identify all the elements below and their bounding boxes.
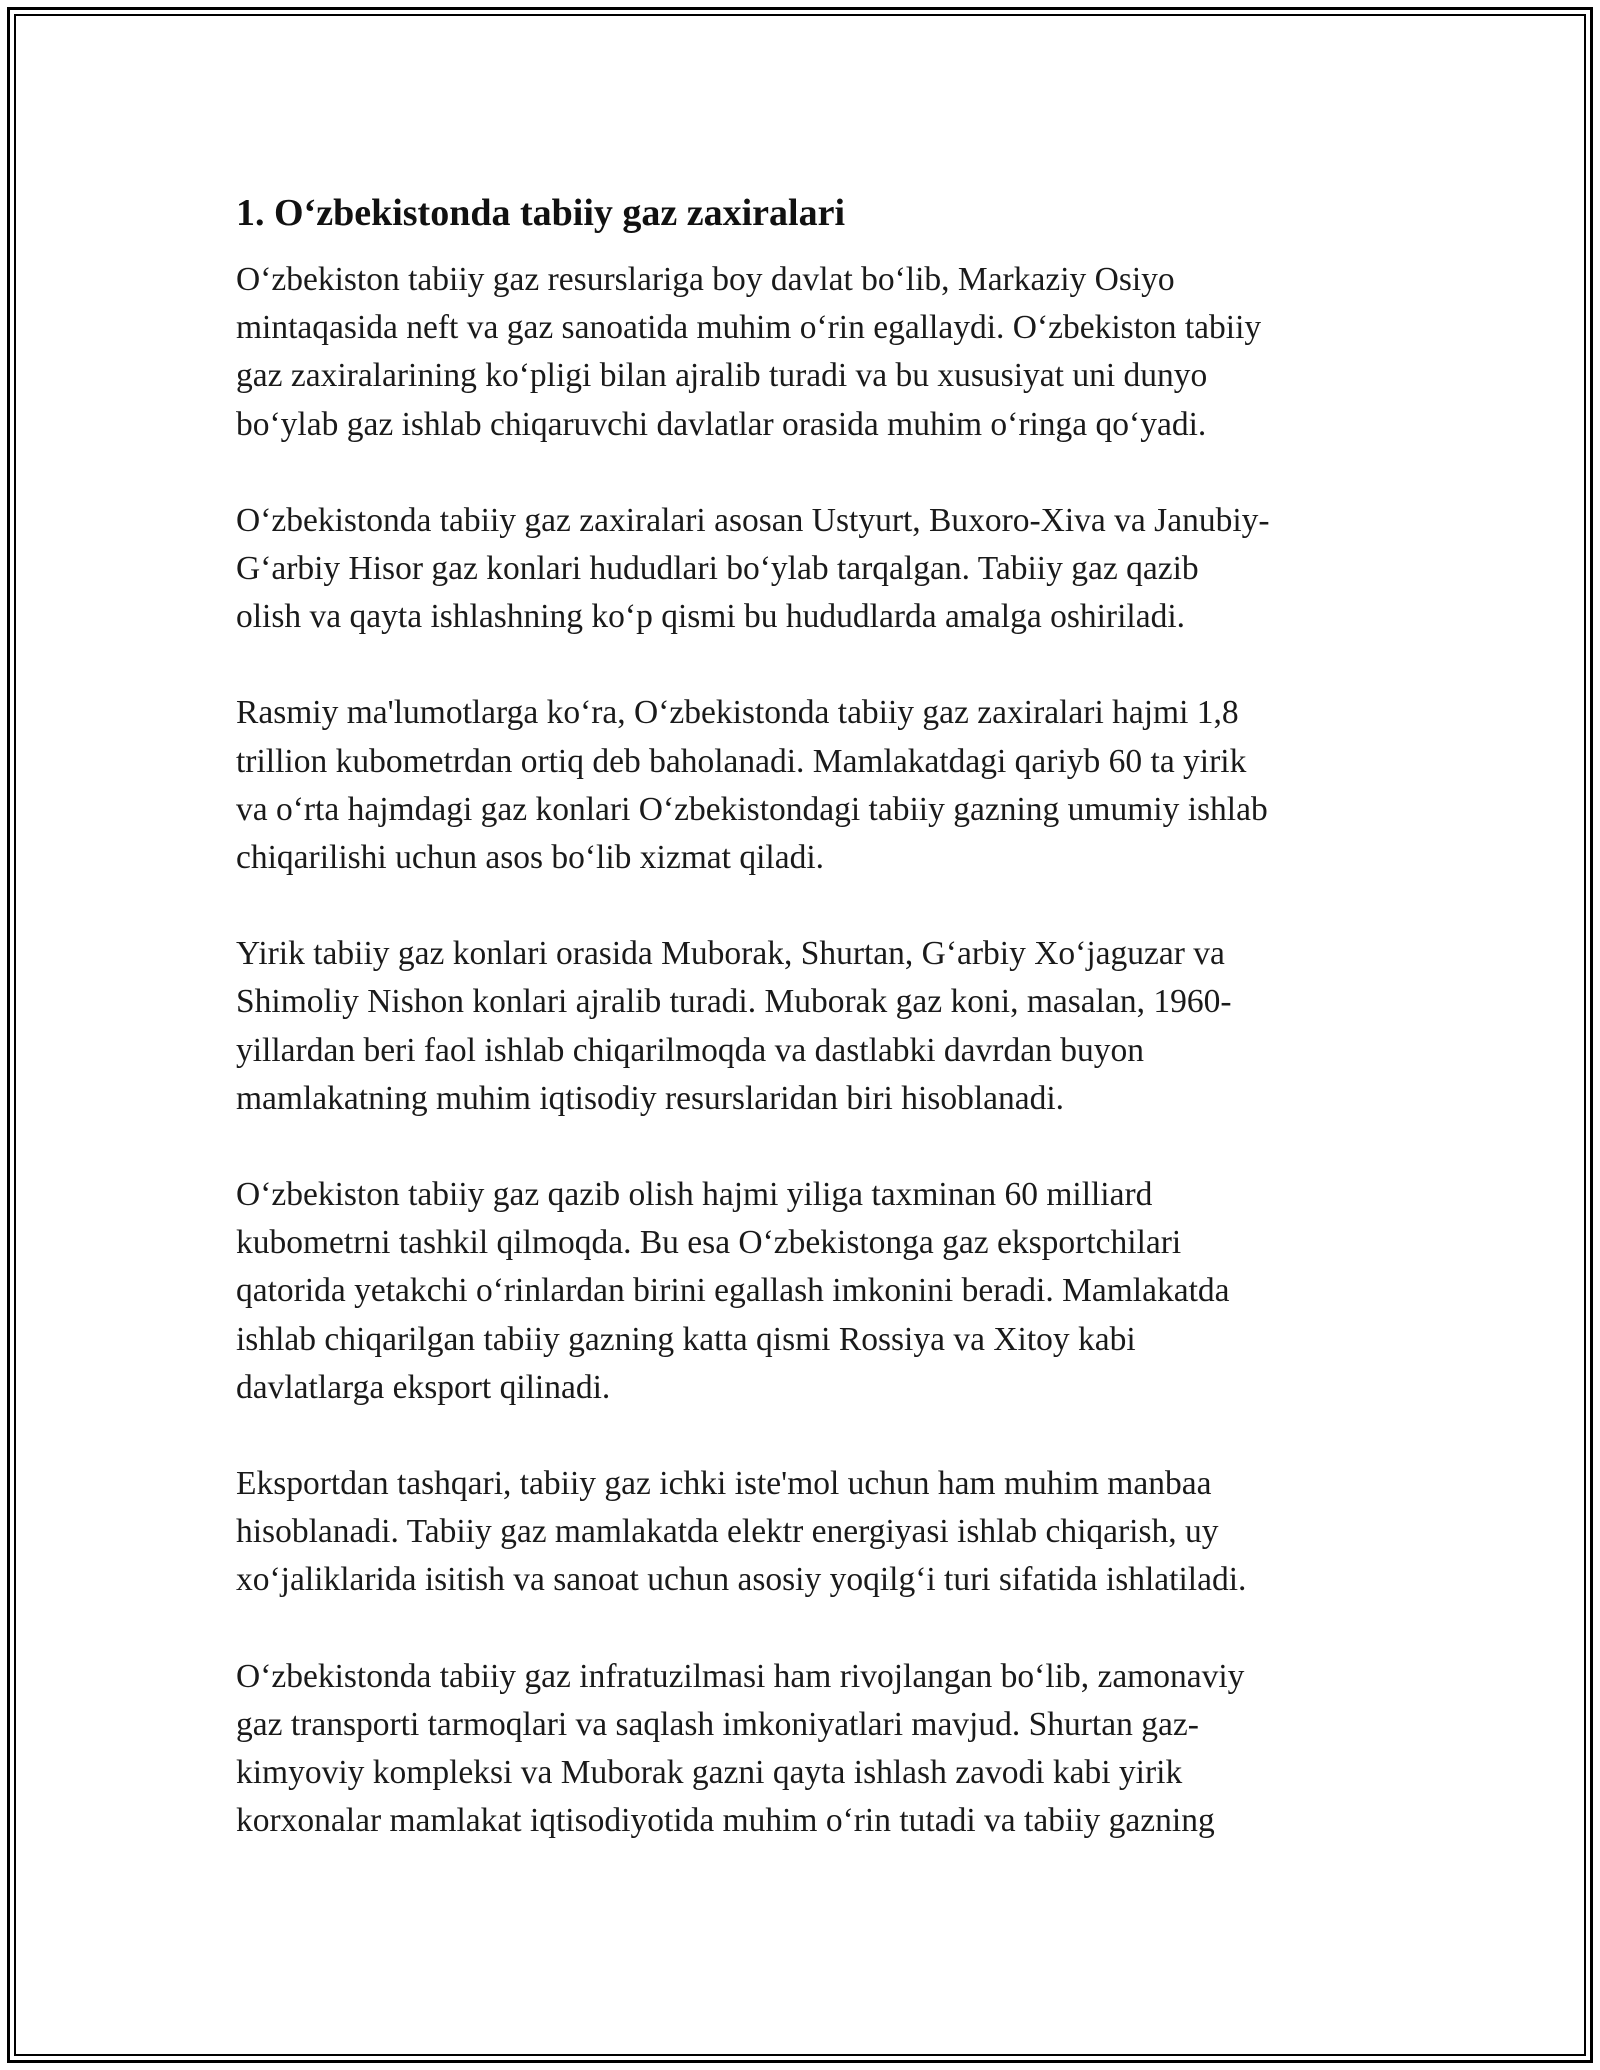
paragraph-line: O‘zbekistonda tabiiy gaz infratuzilmasi ham rivojlangan bo‘lib, zamonaviy: [236, 1657, 1245, 1695]
paragraph-line: qatorida yetakchi o‘rinlardan birini egallash imkonini beradi. Mamlakatda: [236, 1272, 1230, 1310]
paragraph-line: chiqarilishi uchun asos bo‘lib xizmat qiladi.: [236, 839, 825, 877]
paragraph-line: mamlakatning muhim iqtisodiy resurslaridan biri hisoblanadi.: [236, 1079, 1065, 1117]
paragraph-line: O‘zbekiston tabiiy gaz qazib olish hajmi yiliga taxminan 60 milliard: [236, 1176, 1153, 1214]
paragraph-line: kimyoviy kompleksi va Muborak gazni qayta ishlash zavodi kabi yirik: [236, 1754, 1183, 1792]
paragraph: [236, 1171, 1376, 1412]
paragraph-line: davlatlarga eksport qilinadi.: [236, 1368, 611, 1406]
paragraph: [236, 1460, 1376, 1605]
paragraph-line: olish va qayta ishlashning ko‘p qismi bu hududlarda amalga oshiriladi.: [236, 598, 1186, 636]
document-body: [236, 188, 1376, 1893]
paragraph-line: Yirik tabiiy gaz konlari orasida Muborak, Shurtan, G‘arbiy Xo‘jaguzar va: [236, 935, 1225, 973]
paragraph-line: bo‘ylab gaz ishlab chiqaruvchi davlatlar orasida muhim o‘ringa qo‘yadi.: [236, 405, 1207, 443]
paragraph: [236, 497, 1376, 642]
paragraph-line: kubometrni tashkil qilmoqda. Bu esa O‘zbekistonga gaz eksportchilari: [236, 1224, 1182, 1262]
paragraph-line: ishlab chiqarilgan tabiiy gazning katta qismi Rossiya va Xitoy kabi: [236, 1320, 1136, 1358]
paragraph-list: [236, 256, 1376, 1845]
paragraph: [236, 689, 1376, 882]
paragraph-line: Eksportdan tashqari, tabiiy gaz ichki iste'mol uchun ham muhim manbaa: [236, 1465, 1212, 1503]
paragraph: [236, 256, 1376, 449]
paragraph-line: korxonalar mamlakat iqtisodiyotida muhim o‘rin tutadi va tabiiy gazning: [236, 1802, 1215, 1840]
paragraph-line: Rasmiy ma'lumotlarga ko‘ra, O‘zbekistonda tabiiy gaz zaxiralari hajmi 1,8: [236, 694, 1239, 732]
paragraph-line: G‘arbiy Hisor gaz konlari hududlari bo‘ylab tarqalgan. Tabiiy gaz qazib: [236, 550, 1199, 588]
paragraph-line: yillardan beri faol ishlab chiqarilmoqda va dastlabki davrdan buyon: [236, 1031, 1144, 1069]
paragraph-line: gaz transporti tarmoqlari va saqlash imkoniyatlari mavjud. Shurtan gaz-: [236, 1705, 1199, 1743]
paragraph-line: Shimoliy Nishon konlari ajralib turadi. Muborak gaz koni, masalan, 1960-: [236, 983, 1232, 1021]
paragraph-line: O‘zbekiston tabiiy gaz resurslariga boy davlat bo‘lib, Markaziy Osiyo: [236, 261, 1175, 298]
section-heading: 1. O‘zbekistonda tabiiy gaz zaxiralari: [236, 192, 846, 234]
paragraph-line: va o‘rta hajmdagi gaz konlari O‘zbekistondagi tabiiy gazning umumiy ishlab: [236, 790, 1268, 828]
paragraph-line: gaz zaxiralarining ko‘pligi bilan ajralib turadi va bu xususiyat uni dunyo: [236, 357, 1208, 395]
paragraph-line: xo‘jaliklarida isitish va sanoat uchun asosiy yoqilg‘i turi sifatida ishlatiladi.: [236, 1561, 1247, 1599]
paragraph-line: trillion kubometrdan ortiq deb baholanadi. Mamlakatdagi qariyb 60 ta yirik: [236, 742, 1247, 780]
paragraph-line: O‘zbekistonda tabiiy gaz zaxiralari asosan Ustyurt, Buxoro-Xiva va Janubiy-: [236, 501, 1270, 539]
paragraph: [236, 930, 1376, 1123]
paragraph-line: mintaqasida neft va gaz sanoatida muhim o‘rin egallaydi. O‘zbekiston tabiiy: [236, 309, 1262, 347]
paragraph-line: hisoblanadi. Tabiiy gaz mamlakatda elektr energiyasi ishlab chiqarish, uy: [236, 1513, 1219, 1551]
paragraph: [236, 1653, 1376, 1846]
